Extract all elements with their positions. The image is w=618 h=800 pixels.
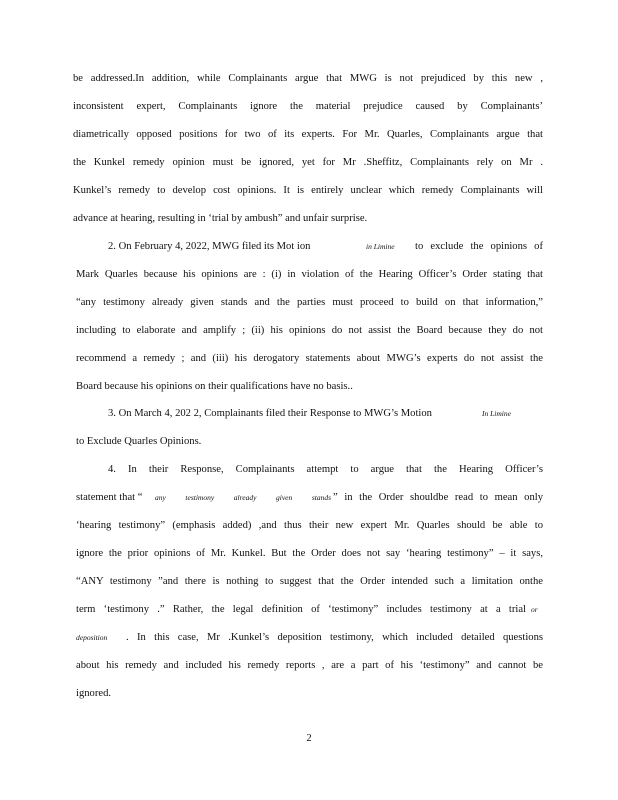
text-line: statement that “ bbox=[76, 492, 143, 503]
text-line: “ANY testimony ”and there is nothing to suggest that the Order intended such a limitation onthe bbox=[76, 576, 543, 587]
italic-phrase: deposition bbox=[76, 633, 108, 642]
text-line: “any testimony already given stands and the parties must proceed to build on that information,” bbox=[76, 297, 543, 308]
text-line: recommend a remedy ; and (iii) his derogatory statements about MWG’s experts do not assist the bbox=[76, 353, 543, 364]
text-line: including to elaborate and amplify ; (ii) his opinions do not assist the Board because they do not bbox=[76, 325, 543, 336]
text-line: inconsistent expert, Complainants ignore the material prejudice caused by Complainants’ bbox=[73, 101, 543, 112]
text-line: 3. On March 4, 202 2, Complainants filed their Response to MWG’s Motion bbox=[108, 408, 432, 419]
italic-phrase: In Limine bbox=[482, 409, 511, 418]
text-line: advance at hearing, resulting in ‘trial by ambush” and unfair surprise. bbox=[73, 213, 368, 224]
text-line: about his remedy and included his remedy reports , are a part of his ‘testimony” and cannot be bbox=[76, 660, 543, 671]
text-line: the Kunkel remedy opinion must be ignored, yet for Mr .Sheffitz, Complainants rely on Mr . bbox=[73, 157, 543, 168]
text-line: diametrically opposed positions for two of its experts. For Mr. Quarles, Complainants argue that bbox=[73, 129, 543, 140]
text-line: term ‘testimony .” Rather, the legal definition of ‘testimony” includes testimony at a trial bbox=[76, 604, 526, 615]
text-line: Board because his opinions on their qualifications have no basis.. bbox=[76, 381, 353, 392]
italic-phrase: in Limine bbox=[366, 242, 395, 251]
text-line: be addressed.In addition, while Complainants argue that MWG is not prejudiced by this new , bbox=[73, 73, 543, 84]
page-number: 2 bbox=[306, 733, 312, 744]
text-line: Mark Quarles because his opinions are : (i) in violation of the Hearing Officer’s Order stating that bbox=[76, 269, 543, 280]
text-line: ignored. bbox=[76, 688, 112, 699]
text-line: 2. On February 4, 2022, MWG filed its Mot ion bbox=[108, 241, 311, 252]
text-line: ignore the prior opinions of Mr. Kunkel. But the Order does not say ‘hearing testimony” – it says, bbox=[76, 548, 543, 559]
italic-phrase: or bbox=[531, 605, 538, 614]
text-line: to Exclude Quarles Opinions. bbox=[76, 436, 202, 447]
text-line: to exclude the opinions of bbox=[415, 241, 543, 252]
text-line: Kunkel’s remedy to develop cost opinions. It is entirely unclear which remedy Complainants will bbox=[73, 185, 543, 196]
text-line: 4. In their Response, Complainants attempt to argue that the Hearing Officer’s bbox=[108, 464, 543, 475]
text-line: . In this case, Mr .Kunkel’s deposition testimony, which included detailed questions bbox=[126, 632, 543, 643]
text-line: ‘hearing testimony” (emphasis added) ,and thus their new expert Mr. Quarles should be able to bbox=[76, 520, 543, 531]
text-line: ” in the Order shouldbe read to mean only bbox=[333, 492, 543, 503]
italic-phrase: any testimony already given stands bbox=[155, 493, 331, 502]
